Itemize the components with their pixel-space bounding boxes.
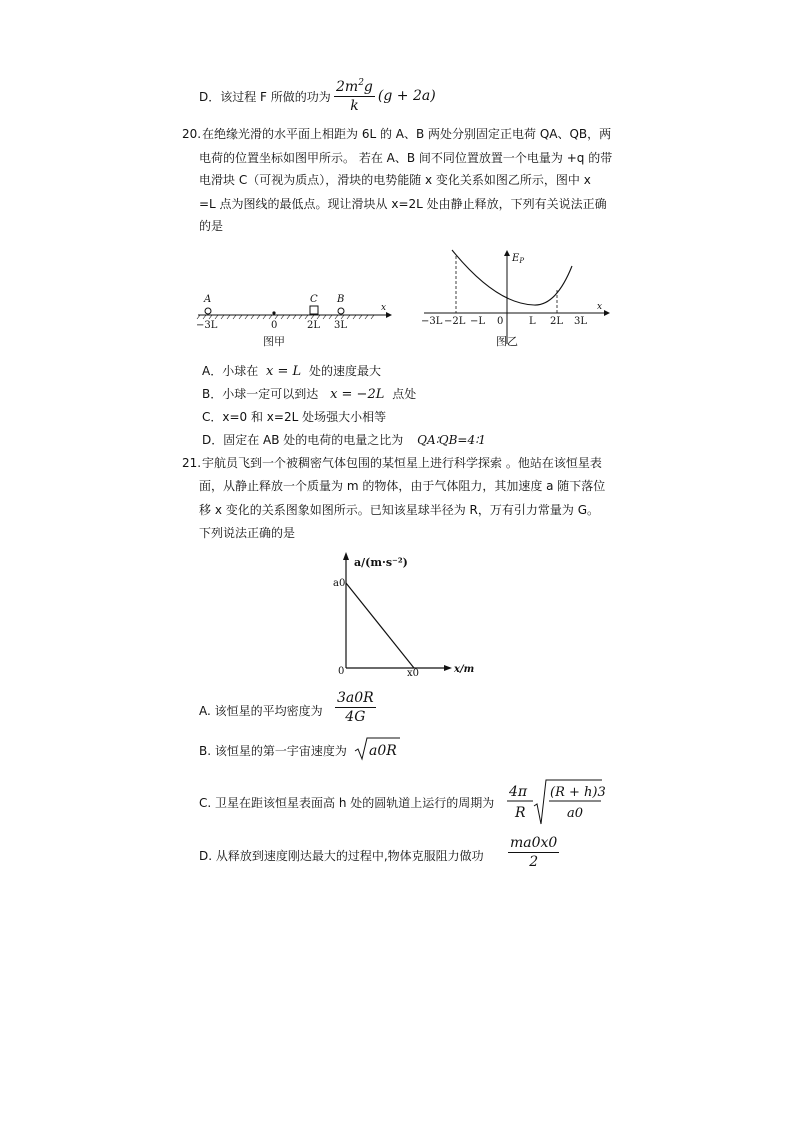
q21-option-b-formula (354, 736, 402, 762)
q20-option-a: A．小球在 x = L 处的速度最大 (202, 364, 382, 379)
a-x-line (346, 583, 414, 668)
q21-line-2: 面，从静止释放一个质量为 m 的物体，由于气体阻力，其加速度 a 随下落位 (199, 479, 606, 493)
q21-option-a: A. 该恒星的平均密度为 (199, 704, 323, 718)
q20-option-d: D．固定在 AB 处的电荷的电量之比为 QA∶QB=4∶1 (202, 433, 486, 447)
q20-option-b: B．小球一定可以到达 x = −2L 点处 (202, 387, 417, 402)
prev-option-d-formula: $\frac{2m^2g}{k}$ (g + 2a) (336, 78, 436, 114)
tick-b-neg3L: −3L (421, 316, 443, 327)
q21-line-1: 宇航员飞到一个被稠密气体包围的某恒星上进行科学探索 。他站在该恒星表 (202, 456, 602, 470)
q21-line-4: 下列说法正确的是 (199, 526, 296, 540)
tick-a-0: 0 (271, 320, 278, 331)
axis-x-label-a: x (381, 303, 387, 313)
caption-a: 图甲 (263, 335, 285, 348)
q21-option-c: C. 卫星在距该恒星表面高 h 处的圆轨道上运行的周期为 (199, 796, 495, 810)
q21-number: 21. (182, 456, 202, 470)
graph-ylabel: a/(m·s⁻²) (354, 556, 408, 569)
slider-c-marker (310, 306, 318, 314)
tick-b-2L: 2L (550, 316, 564, 327)
q20-line-1: 在绝缘光滑的水平面上相距为 6L 的 A、B 两处分别固定正电荷 QA、QB，两 (202, 127, 612, 141)
q21-line-3: 移 x 变化的关系图象如图所示。已知该星球半径为 R，万有引力常量为 G。 (199, 503, 599, 517)
graph-xlabel: x/m (454, 664, 475, 675)
caption-b: 图乙 (496, 335, 518, 348)
label-b: B (337, 294, 345, 305)
point-a-marker (205, 308, 211, 314)
prev-option-d: D．该过程 F 所做的功为 (199, 90, 331, 104)
q21-option-b: B. 该恒星的第一宇宙速度为 (199, 744, 347, 758)
tick-b-3L: 3L (574, 316, 588, 327)
svg-text:4π: 4π (509, 784, 528, 800)
q20-line-4: =L 点为图线的最低点。现让滑块从 x=2L 处由静止释放，下列有关说法正确 (199, 197, 607, 211)
ylabel-ep: $E_P$ (512, 253, 525, 265)
q20-line-3: 电滑块 C（可视为质点），滑块的电势能随 x 变化关系如图乙所示，图中 x (199, 173, 591, 187)
label-a: A (204, 294, 212, 305)
tick-a-neg3L: −3L (196, 320, 218, 331)
tick-a-3L: 3L (334, 320, 348, 331)
axis-x-label-b: x (597, 302, 603, 312)
figure-a (190, 288, 400, 350)
tick-b-neg2L: −2L (444, 316, 466, 327)
q20-option-c: C．x=0 和 x=2L 处场强大小相等 (202, 410, 387, 424)
q21-option-d-formula: $\frac{ma0x0}{2}$ (510, 835, 558, 870)
point-b-marker (338, 308, 344, 314)
svg-text:a0: a0 (567, 806, 584, 821)
tick-b-0: 0 (497, 316, 504, 327)
svg-text:(R + h)3: (R + h)3 (550, 785, 606, 800)
q20-line-5: 的是 (199, 219, 224, 233)
label-c: C (310, 294, 318, 305)
figure-b (418, 248, 618, 350)
tick-b-L: L (529, 316, 536, 327)
figure-a-x-graph (330, 550, 480, 680)
q20-line-2: 电荷的位置坐标如图甲所示。 若在 A、B 间不同位置放置一个电量为 +q 的带 (199, 151, 613, 165)
q21-option-d: D. 从释放到速度刚达最大的过程中,物体克服阻力做功 (199, 849, 484, 863)
svg-text:a0R: a0R (369, 743, 397, 759)
tick-b-negL: −L (470, 316, 486, 327)
q20-number: 20. (182, 127, 202, 141)
tick-a-2L: 2L (307, 320, 321, 331)
graph-x0-label: x0 (407, 668, 420, 679)
q21-option-c-formula (506, 776, 606, 828)
q21-option-a-formula: $\frac{3a0R}{4G}$ (337, 690, 374, 725)
graph-y0-label: a0 (333, 578, 346, 589)
svg-text:R: R (515, 805, 526, 821)
graph-origin: 0 (338, 666, 345, 677)
